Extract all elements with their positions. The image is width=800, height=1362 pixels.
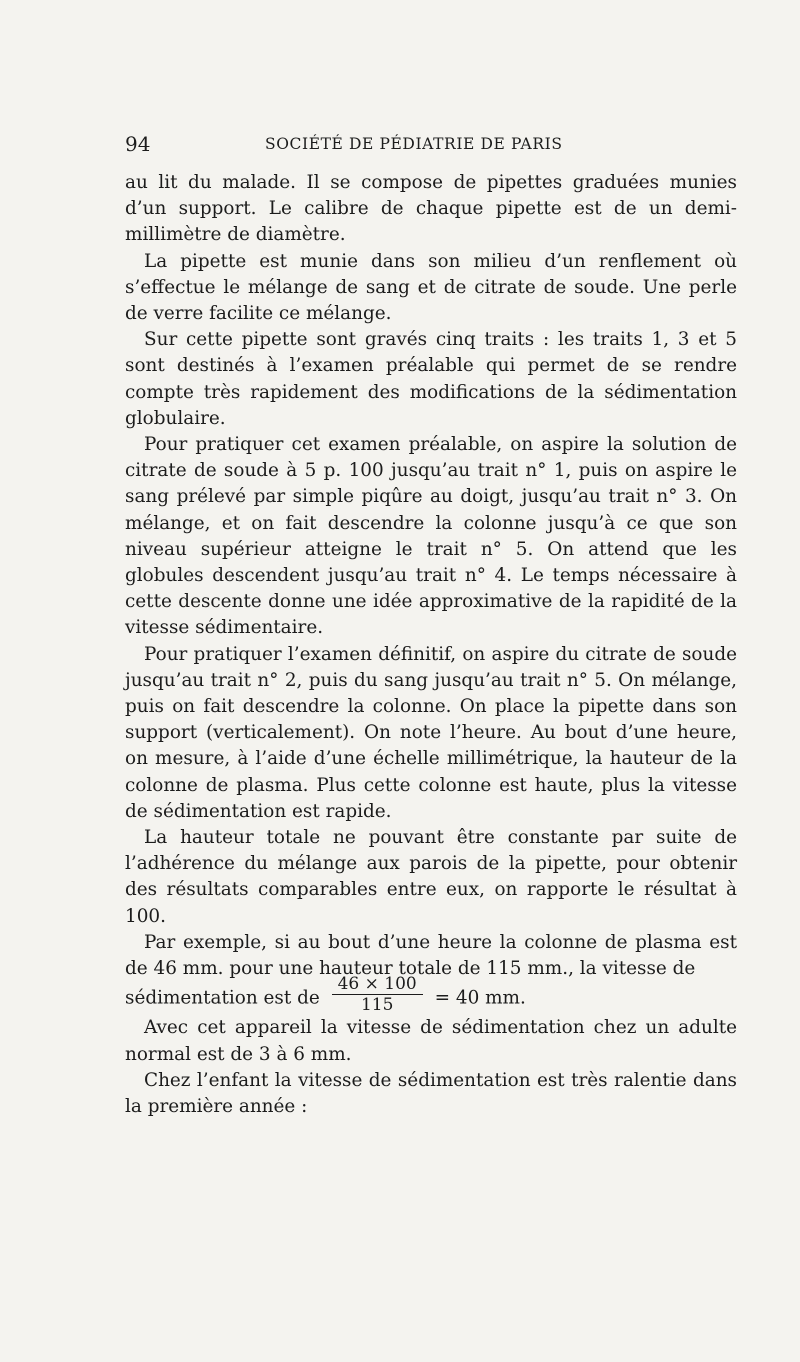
formula-prefix: sédimentation est de [125, 987, 320, 1009]
page-number: 94 [125, 132, 151, 156]
paragraph: Pour pratiquer cet examen préalable, on aspire la solution de citrate de soude à 5 p. 100 jusqu’au trait n° 1, puis on aspire le sang prélevé par simple piqûre au doigt, jusqu’au trait n° 3. On mélange, et on fait descendre la colonne jusqu’à ce que son niveau supérieur atteigne le trait n° 5. On attend que les globules descendent jusqu’au trait n° 4. Le temps nécessaire à cette descente donne une idée approximative de la rapidité de la vitesse sédimentaire. [125, 434, 737, 639]
page-header [125, 132, 735, 154]
paragraph: au lit du malade. Il se compose de pipettes graduées munies d’un support. Le calibre de chaque pipette est de un demi-millimètre de diamètre. [125, 172, 737, 246]
fraction-numerator: 46 × 100 [332, 974, 423, 995]
paragraph: Pour pratiquer l’examen définitif, on aspire du citrate de soude jusqu’au trait n° 2, puis du sang jusqu’au trait n° 5. On mélange, puis on fait descendre la colonne. On place la pipette dans son support (verticalement). On note l’heure. Au bout d’une heure, on mesure, à l’aide d’une échelle millimétrique, la hauteur de la colonne de plasma. Plus cette colonne est haute, plus la vitesse de sédimentation est rapide. [125, 643, 737, 822]
formula-line [125, 974, 737, 1016]
paragraph: La hauteur totale ne pouvant être constante par suite de l’adhérence du mélange aux parois de la pipette, pour obtenir des résultats comparables entre eux, on rapporte le résultat à 100. [125, 827, 737, 927]
paragraph: Par exemple, si au bout d’une heure la colonne de plasma est de 46 mm. pour une hauteur totale de 115 mm., la vitesse de [125, 931, 737, 980]
paragraph: Chez l’enfant la vitesse de sédimentation est très ralentie dans la première année : [125, 1069, 737, 1117]
formula-result: = 40 mm. [434, 987, 526, 1009]
page-body [125, 170, 737, 1120]
fraction [332, 974, 423, 1015]
paragraph: Avec cet appareil la vitesse de sédimentation chez un adulte normal est de 3 à 6 mm. [125, 1017, 737, 1065]
paragraph: La pipette est munie dans son milieu d’un renflement où s’effectue le mélange de sang et de citrate de soude. Une perle de verre facilite ce mélange. [125, 250, 737, 325]
paragraph: Sur cette pipette sont gravés cinq traits : les traits 1, 3 et 5 sont destinés à l’examen préalable qui permet de se rendre compte très rapidement des modifications de la sédimentation globulaire. [125, 329, 737, 429]
fraction-denominator: 115 [360, 995, 394, 1016]
running-title: SOCIÉTÉ DE PÉDIATRIE DE PARIS [265, 135, 563, 153]
